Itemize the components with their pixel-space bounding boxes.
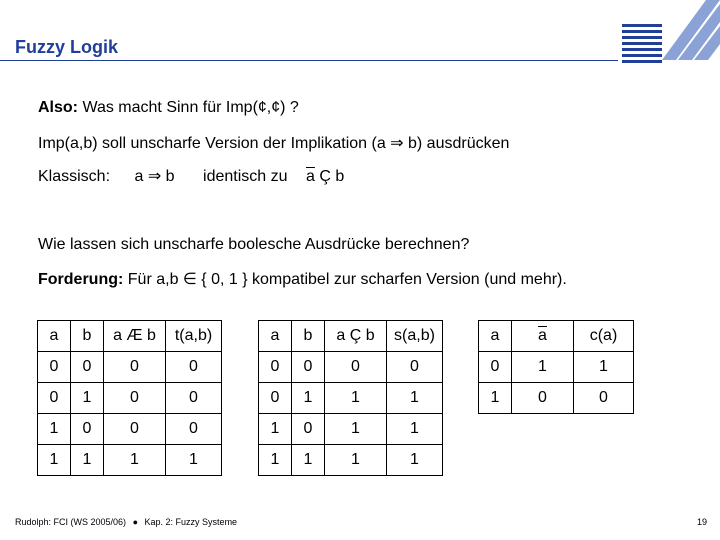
table-cell: 1: [38, 414, 71, 445]
header-cell: a: [479, 321, 512, 352]
complement-table: [478, 320, 634, 414]
table-cell: 1: [325, 445, 387, 476]
title-divider: [0, 60, 618, 61]
table-cell: 0: [38, 352, 71, 383]
header-cell: a Ç b: [325, 321, 387, 352]
table-row: [479, 352, 634, 383]
table-cell: 1: [292, 445, 325, 476]
table-cell: 0: [38, 383, 71, 414]
table-cell: 1: [71, 383, 104, 414]
requirement-label: Forderung:: [38, 271, 124, 288]
table-cell: 0: [259, 383, 292, 414]
negated-a-header: $\overline{a}$: [538, 327, 547, 344]
table-cell: 1: [259, 445, 292, 476]
table-cell: 1: [166, 445, 222, 476]
table-cell: 0: [479, 352, 512, 383]
header-cell: c(a): [574, 321, 634, 352]
table-cell: 0: [166, 414, 222, 445]
table-cell: 1: [71, 445, 104, 476]
table-cell: 1: [574, 352, 634, 383]
page-title: Fuzzy Logik: [15, 37, 118, 57]
table-cell: 1: [325, 414, 387, 445]
table-row: [479, 383, 634, 414]
table-cell: 0: [166, 383, 222, 414]
table-row: [38, 414, 222, 445]
requirement-text: Für a,b ∈ { 0, 1 } kompatibel zur scharfen Version (und mehr).: [123, 271, 567, 288]
table-row: [38, 383, 222, 414]
boolean-question: Wie lassen sich unscharfe boolesche Ausdrücke berechnen?: [38, 236, 470, 253]
table-cell: 0: [574, 383, 634, 414]
header-cell: s(a,b): [387, 321, 443, 352]
also-label: Also:: [38, 99, 78, 116]
table-cell: 1: [38, 445, 71, 476]
footer: [15, 517, 237, 527]
or-b: Ç b: [314, 168, 345, 185]
table-cell: 1: [512, 352, 574, 383]
equivalent-expr: [306, 168, 344, 185]
table-row: [259, 414, 443, 445]
table-cell: 0: [325, 352, 387, 383]
table-cell: 0: [71, 352, 104, 383]
header-cell: a Æ b: [104, 321, 166, 352]
identical-text: identisch zu: [203, 168, 288, 185]
negated-a: $\overline{a}$: [305, 168, 315, 185]
table-row: [38, 352, 222, 383]
table-cell: 0: [104, 383, 166, 414]
table-row: [259, 383, 443, 414]
table-cell: 0: [512, 383, 574, 414]
table-cell: 0: [292, 352, 325, 383]
table-header-row: [479, 321, 634, 352]
table-cell: 0: [104, 414, 166, 445]
table-cell: 1: [479, 383, 512, 414]
classical-label: Klassisch:: [38, 168, 111, 185]
table-row: [259, 352, 443, 383]
page-number: 19: [696, 517, 707, 527]
table-row: [38, 445, 222, 476]
bullet-icon: ●: [132, 517, 139, 527]
question-line: [38, 99, 299, 117]
table-cell: 1: [387, 383, 443, 414]
table-cell: 0: [104, 352, 166, 383]
table-cell: 1: [292, 383, 325, 414]
footer-chapter: Kap. 2: Fuzzy Systeme: [144, 517, 238, 527]
university-logo: [618, 0, 720, 66]
table-header-row: [259, 321, 443, 352]
header-cell: [512, 321, 574, 352]
header-cell: t(a,b): [166, 321, 222, 352]
table-header-row: [38, 321, 222, 352]
s-norm-table: [258, 320, 443, 476]
header-cell: a: [259, 321, 292, 352]
header-cell: b: [292, 321, 325, 352]
table-cell: 1: [259, 414, 292, 445]
table-row: [259, 445, 443, 476]
header-cell: a: [38, 321, 71, 352]
footer-source: Rudolph: FCI (WS 2005/06): [15, 517, 127, 527]
table-cell: 1: [104, 445, 166, 476]
table-cell: 1: [387, 414, 443, 445]
question-text: Was macht Sinn für Imp(¢,¢) ?: [78, 99, 299, 116]
implication-expr: a ⇒ b: [134, 168, 175, 185]
imp-description: Imp(a,b) soll unscharfe Version der Implikation (a ⇒ b) ausdrücken: [38, 135, 510, 152]
header-cell: b: [71, 321, 104, 352]
table-cell: 0: [387, 352, 443, 383]
table-cell: 0: [292, 414, 325, 445]
t-norm-table: [37, 320, 222, 476]
classical-line: [38, 166, 344, 186]
requirement-line: [38, 269, 567, 289]
table-cell: 0: [259, 352, 292, 383]
table-cell: 1: [387, 445, 443, 476]
table-cell: 0: [166, 352, 222, 383]
table-cell: 0: [71, 414, 104, 445]
table-cell: 1: [325, 383, 387, 414]
